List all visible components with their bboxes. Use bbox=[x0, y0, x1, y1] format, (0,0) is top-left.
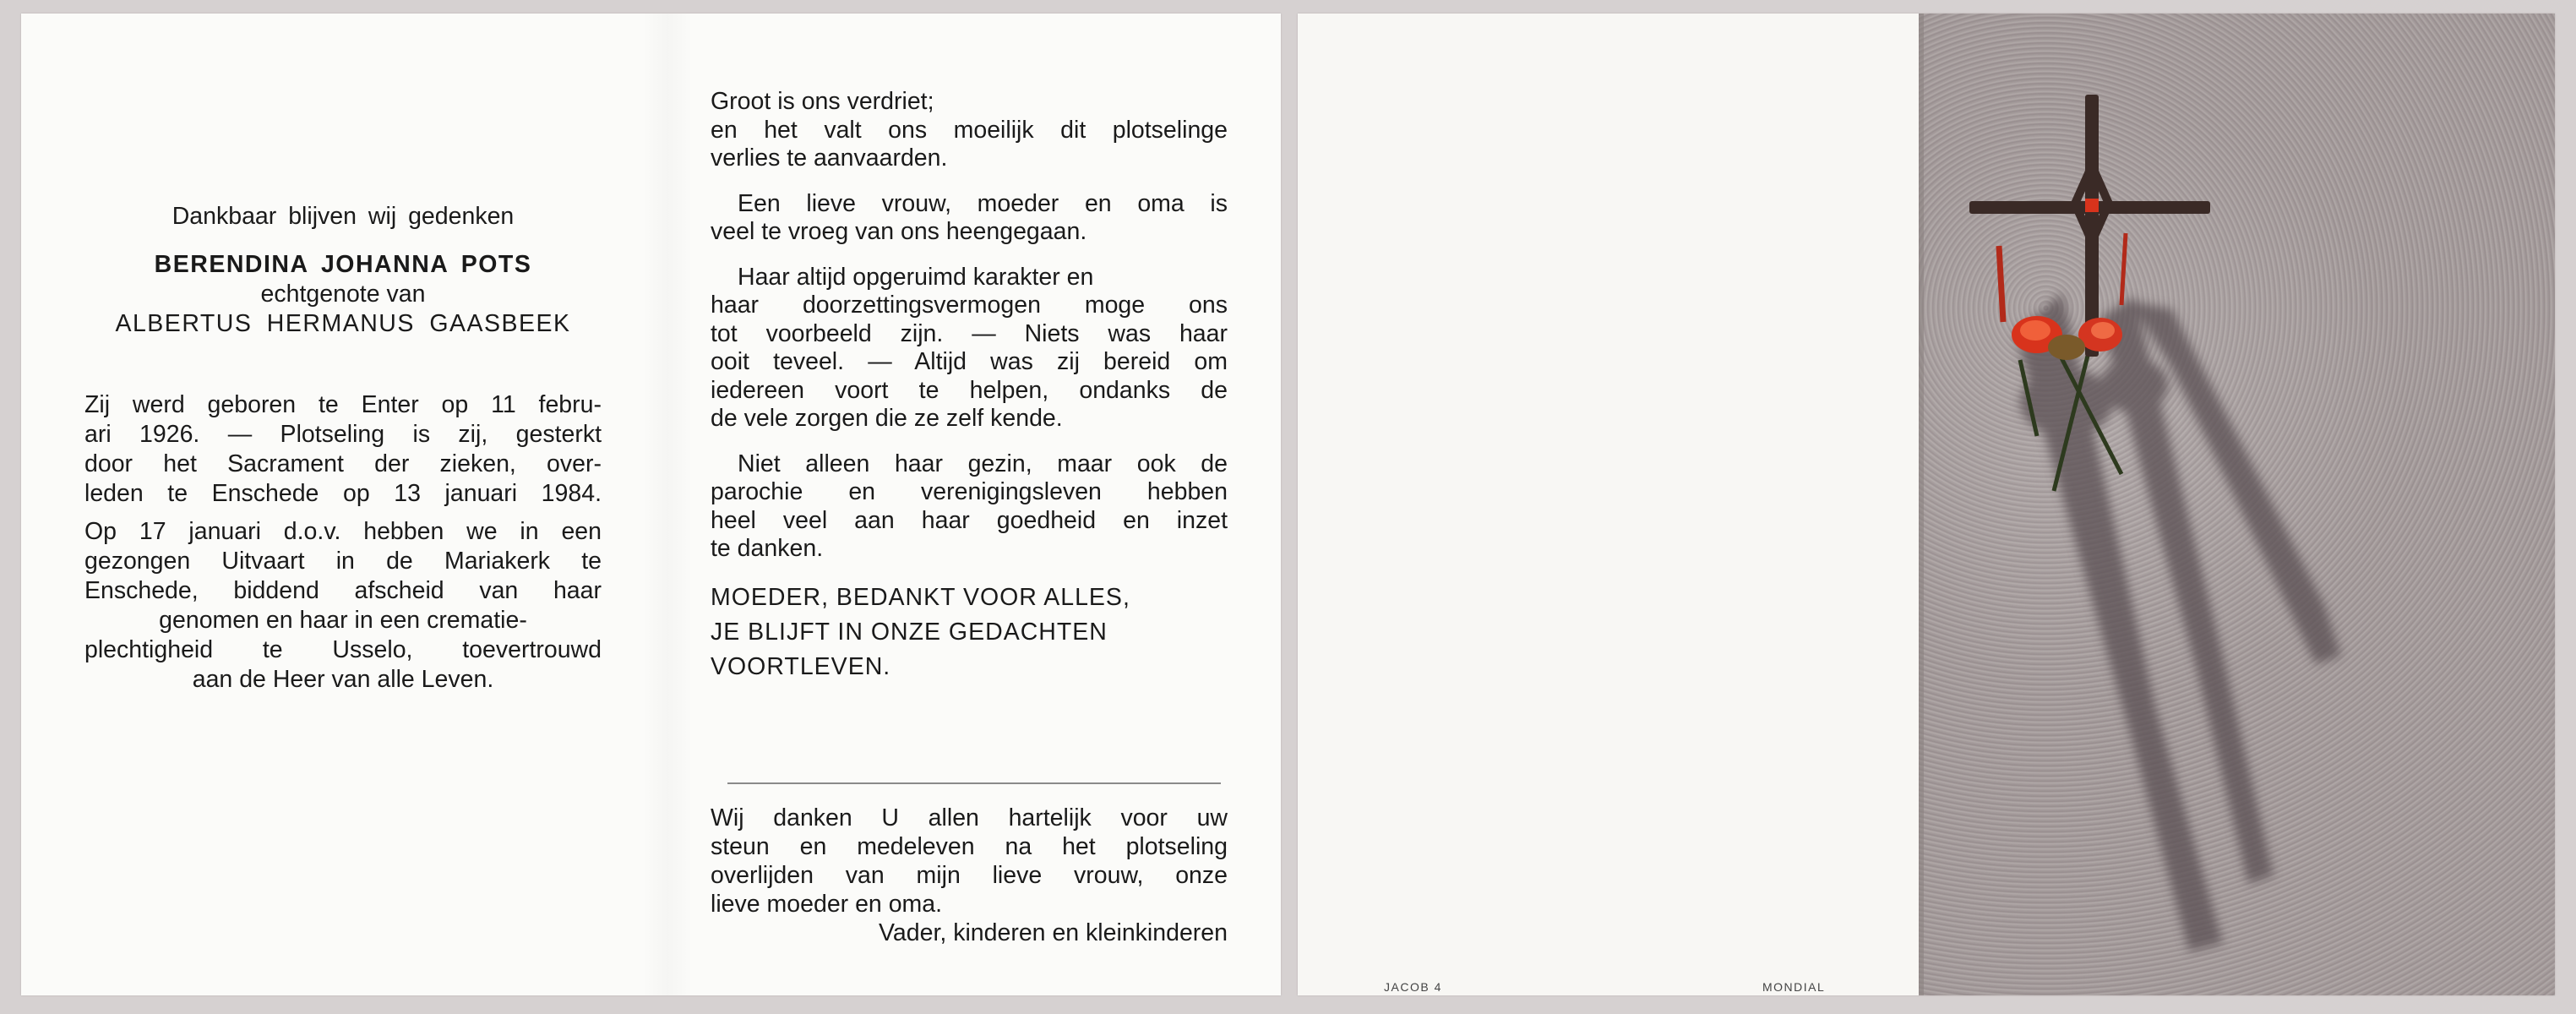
text-line: MOEDER, BEDANKT VOOR ALLES, bbox=[711, 583, 1130, 611]
bio-line: plechtigheid te Usselo, toevertrouwd bbox=[84, 636, 602, 663]
spouse-label: echtgenote van bbox=[260, 281, 426, 308]
text-line: steun en medeleven na het plotseling bbox=[711, 833, 1228, 860]
paragraph-loss bbox=[711, 190, 1228, 247]
text-line: VOORTLEVEN. bbox=[711, 652, 891, 680]
bio-line: gezongen Uitvaart in de Mariakerk te bbox=[84, 548, 602, 575]
bio-line: Zij werd geboren te Enter op 11 febru- bbox=[84, 391, 602, 418]
text-line: veel te vroeg van ons heengegaan. bbox=[711, 218, 1087, 245]
bio-line: genomen en haar in een crematie- bbox=[159, 607, 527, 634]
text-line: tot voorbeeld zijn. — Niets was haar bbox=[711, 319, 1228, 347]
signature: Vader, kinderen en kleinkinderen bbox=[879, 919, 1228, 946]
photo-edge bbox=[1919, 14, 1924, 995]
bio-line: aan de Heer van alle Leven. bbox=[192, 666, 494, 693]
text-line: overlijden van mijn lieve vrouw, onze bbox=[711, 862, 1228, 889]
text-line: de vele zorgen die ze zelf kende. bbox=[711, 405, 1063, 432]
text-line: lieve moeder en oma. bbox=[711, 891, 943, 918]
text-line: en het valt ons moeilijk dit plotselinge bbox=[711, 116, 1228, 144]
bio-line: leden te Enschede op 13 januari 1984. bbox=[84, 480, 602, 507]
card-fold bbox=[642, 14, 693, 995]
imprint-publisher: MONDIAL bbox=[1762, 980, 1826, 994]
cross-shadow bbox=[2016, 292, 2341, 951]
cover-photo bbox=[1919, 14, 2555, 995]
blank-back-panel bbox=[1298, 14, 1919, 995]
biography bbox=[84, 390, 602, 695]
text-line: parochie en verenigingsleven hebben bbox=[711, 478, 1228, 505]
text-line: Wij danken U allen hartelijk voor uw bbox=[711, 804, 1228, 831]
bio-line: Enschede, biddend afscheid van haar bbox=[84, 577, 602, 604]
text-line: Een lieve vrouw, moeder en oma is bbox=[738, 189, 1228, 217]
thanks-message bbox=[711, 804, 1228, 947]
spouse-name: ALBERTUS HERMANUS GAASBEEK bbox=[115, 310, 571, 337]
paragraph-grief bbox=[711, 88, 1228, 173]
intro-text: Dankbaar blijven wij gedenken bbox=[172, 203, 515, 230]
text-line: verlies te aanvaarden. bbox=[711, 144, 948, 172]
obituary-right-panel bbox=[711, 88, 1228, 701]
paragraph-community bbox=[711, 450, 1228, 564]
paragraph-character bbox=[711, 264, 1228, 433]
text-line: iedereen voort te helpen, ondanks de bbox=[711, 376, 1228, 404]
text-line: JE BLIJFT IN ONZE GEDACHTEN bbox=[711, 618, 1108, 646]
text-line: heel veel aan haar goedheid en inzet bbox=[711, 506, 1228, 534]
divider-line bbox=[727, 782, 1221, 784]
text-line: ooit teveel. — Altijd was zij bereid om bbox=[711, 348, 1228, 375]
cross-photo-icon bbox=[1919, 14, 2555, 995]
bio-line: ari 1926. — Plotseling is zij, gesterkt bbox=[84, 421, 602, 448]
bio-line: door het Sacrament der zieken, over- bbox=[84, 450, 602, 477]
bio-line: Op 17 januari d.o.v. hebben we in een bbox=[84, 518, 602, 545]
imprint-code: JACOB 4 bbox=[1384, 980, 1442, 994]
card-outside-spread bbox=[1298, 14, 2555, 995]
text-line: Haar altijd opgeruimd karakter en bbox=[738, 263, 1094, 291]
obituary-left-panel bbox=[84, 202, 602, 695]
card-inside-spread bbox=[21, 14, 1281, 995]
text-line: Niet alleen haar gezin, maar ook de bbox=[738, 450, 1228, 477]
text-line: te danken. bbox=[711, 535, 824, 562]
text-line: Groot is ons verdriet; bbox=[711, 88, 934, 115]
closing-message bbox=[711, 581, 1228, 684]
bio-spacer bbox=[84, 509, 602, 517]
text-line: haar doorzettingsvermogen moge ons bbox=[711, 292, 1228, 319]
deceased-name: BERENDINA JOHANNA POTS bbox=[154, 251, 532, 278]
